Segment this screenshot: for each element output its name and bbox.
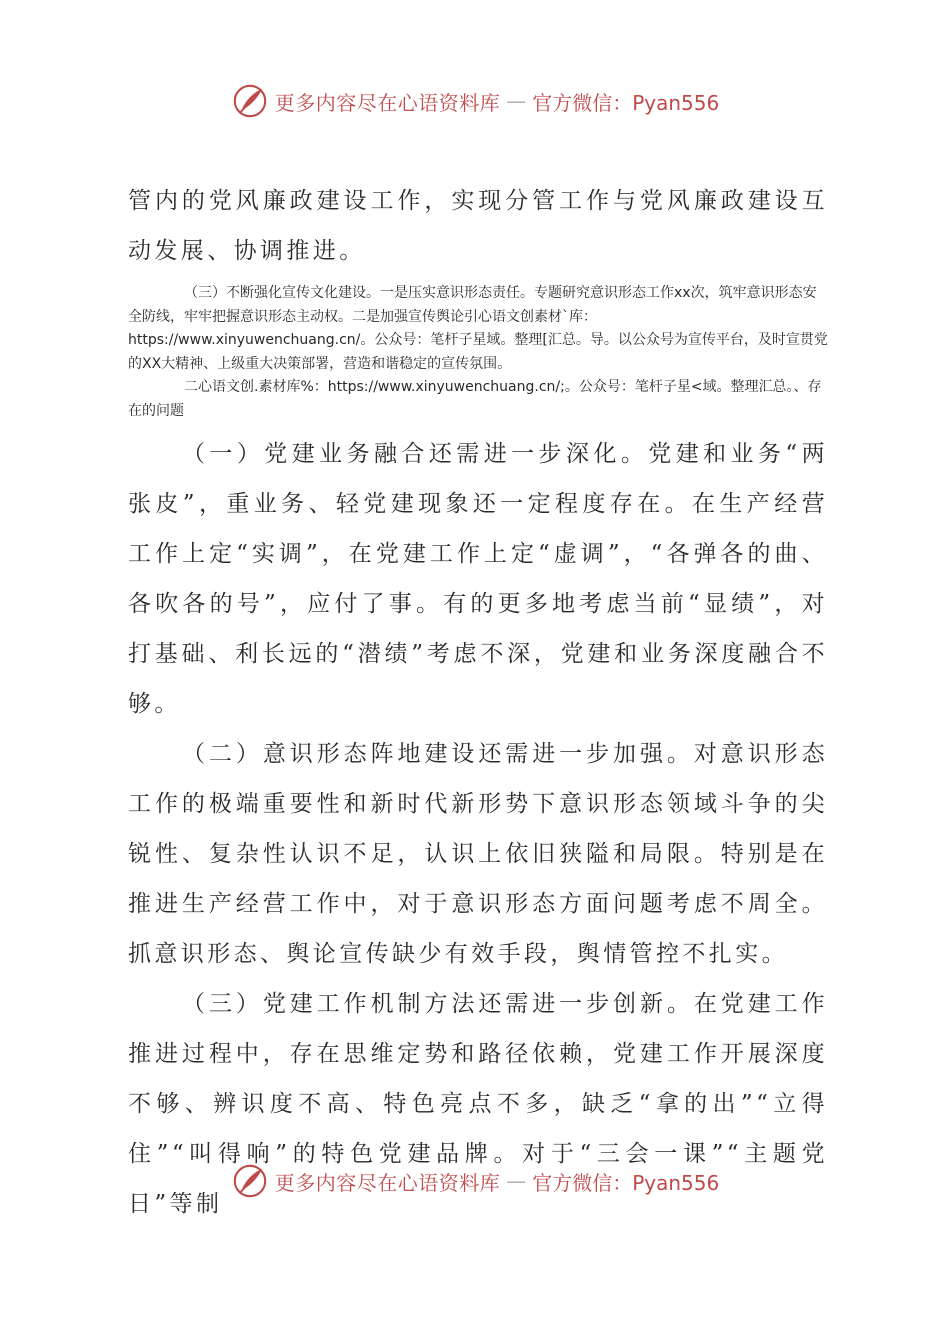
banner-contact-text: 官方微信：Pyan556 xyxy=(532,90,720,115)
paragraph-problem-2: （二）意识形态阵地建设还需进一步加强。对意识形态工作的极端重要性和新时代新形势下意识形态领域斗争的尖锐性、复杂性认识不足，认识上依旧狭隘和局限。特别是在推进生产经营工作中，对于意识形态方面问题考虑不周全。抓意识形态、舆论宣传缺少有效手段，舆情管控不扎实。 xyxy=(128,741,828,967)
document-body xyxy=(128,176,828,1229)
banner-separator: — xyxy=(506,89,527,113)
small-text-block xyxy=(128,282,828,423)
footer-banner xyxy=(0,1162,950,1200)
banner-contact-text: 官方微信：Pyan556 xyxy=(532,1170,720,1195)
banner-brand-text: 更多内容尽在心语资料库 xyxy=(274,1170,501,1195)
quill-logo-icon xyxy=(231,1162,269,1200)
banner-brand-text: 更多内容尽在心语资料库 xyxy=(274,90,501,115)
paragraph-small-heading: 二心语文创.素材库%：https://www.xinyuwenchuang.cn/;。公众号：笔杆子星<域。整理汇总。、存在的问题 xyxy=(128,379,822,419)
quill-logo-icon xyxy=(231,82,269,120)
paragraph-small-propaganda: （三）不断强化宣传文化建设。一是压实意识形态责任。专题研究意识形态工作xx次，筑牢意识形态安全防线，牢牢把握意识形态主动权。二是加强宣传舆论引心语文创素材`库：https://www.xinyuwenchuang.cn/。公众号：笔杆子星域。整理[汇总。导。以公众号为宣传平台，及时宣贯党的XX大精神、上级重大决策部署，营造和谐稳定的宣传氛围。 xyxy=(128,285,828,372)
banner-separator: — xyxy=(506,1169,527,1193)
paragraph-continuation: 管内的党风廉政建设工作，实现分管工作与党风廉政建设互动发展、协调推进。 xyxy=(128,188,828,264)
paragraph-problem-3: （三）党建工作机制方法还需进一步创新。在党建工作推进过程中，存在思维定势和路径依赖，党建工作开展深度不够、辨识度不高、特色亮点不多，缺乏“拿的出”“立得住”“叫得响”的特色党建品牌。对于“三会一课”“主题党日”等制 xyxy=(128,991,828,1217)
header-banner xyxy=(0,82,950,120)
paragraph-problem-1: （一）党建业务融合还需进一步深化。党建和业务“两张皮”，重业务、轻党建现象还一定程度存在。在生产经营工作上定“实调”，在党建工作上定“虚调”，“各弹各的曲、各吹各的号”，应付了事。有的更多地考虑当前“显绩”，对打基础、利长远的“潜绩”考虑不深，党建和业务深度融合不够。 xyxy=(128,441,828,717)
